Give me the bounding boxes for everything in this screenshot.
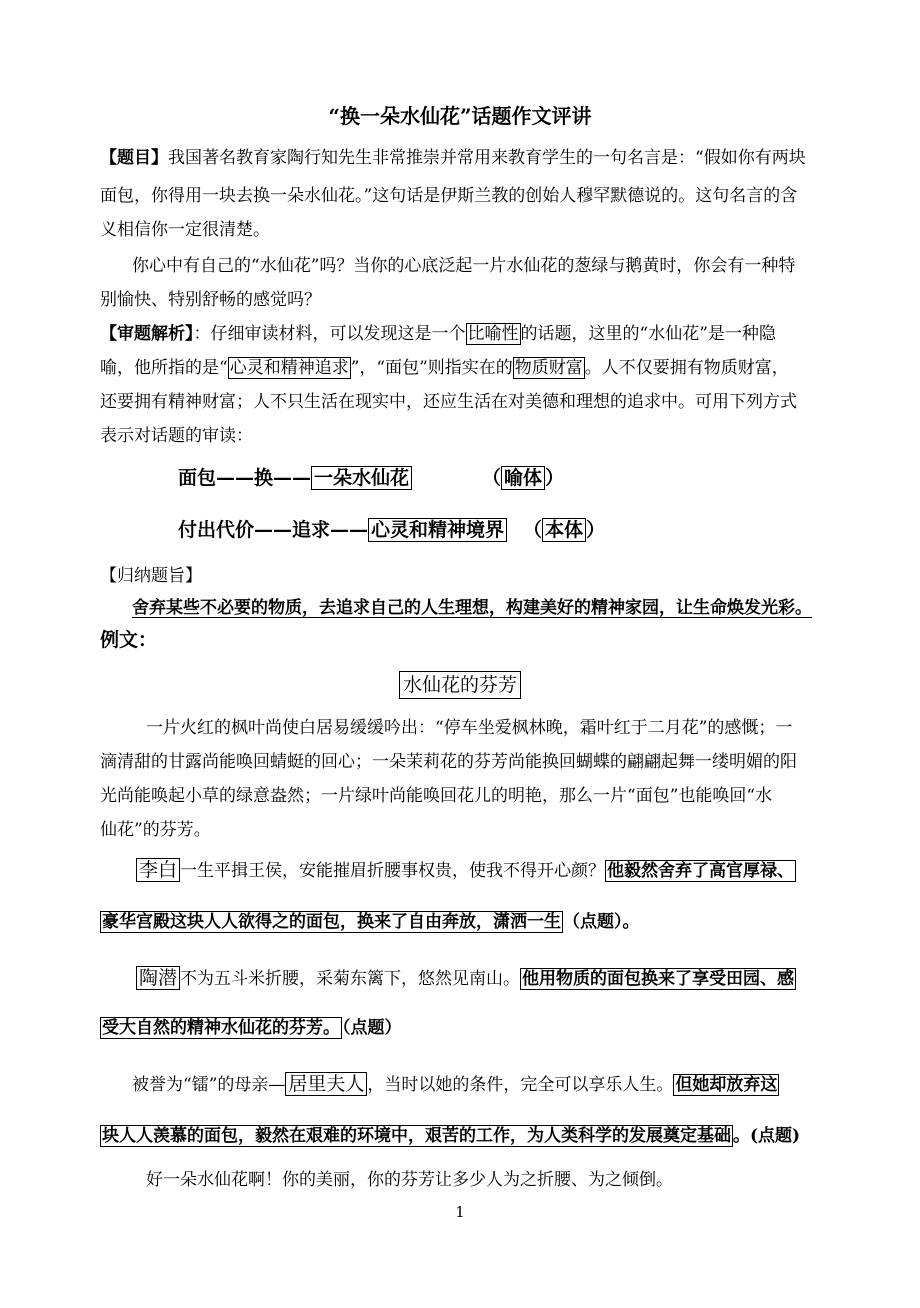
question-line-2: 面包，你得用一块去换一朵水仙花。”这句话是伊斯兰教的创始人穆罕默德说的。这句名言的含 [100, 186, 798, 206]
formula-box: 一朵水仙花 [311, 466, 412, 490]
formula-box: 心灵和精神境界 [368, 518, 507, 542]
key-sentence-box: 但她却放弃这 [675, 1075, 778, 1095]
analysis-text: ”，“面包”则指实在的 [350, 358, 513, 378]
formula-text: 付出代价——追求—— [178, 519, 369, 541]
para3-line-1 [136, 966, 876, 991]
formula-text: ） [586, 519, 606, 541]
analysis-line-1 [100, 322, 840, 346]
para1-line-3: 光尚能唤起小草的绿意盎然；一片绿叶尚能唤回花儿的明艳，那么一片“面包”也能唤回“水 [100, 786, 773, 806]
key-sentence-box: 他毅然舍弃了高官厚禄、 [607, 861, 795, 881]
key-sentence-box: 豪华宫殿这块人人欲得之的面包，换来了自由奔放，潇洒一生 [102, 912, 561, 932]
key-sentence-box: 他用物质的面包换来了享受田园、感 [522, 969, 795, 989]
para4-line-1 [132, 1072, 872, 1097]
para5: 好一朵水仙花啊！你的美丽，你的芬芳让多少人为之折腰、为之倾倒。 [146, 1170, 673, 1190]
formula-line-1 [178, 466, 918, 490]
formula-text: （ [523, 519, 543, 541]
analysis-line-4: 表示对话题的审读： [100, 426, 253, 446]
para-text: ，当时以她的条件，完全可以享乐人生。 [367, 1075, 674, 1095]
person-name-box: 陶潜 [136, 966, 180, 990]
page-number: 1 [455, 1203, 465, 1221]
analysis-tag: 【审题解析】 [100, 324, 194, 344]
highlight-box: 比喻性 [467, 324, 519, 344]
point-note: 。(点题) [733, 1126, 801, 1146]
example-title-wrap [0, 670, 920, 697]
question-line-1 [100, 146, 840, 170]
question-line-3: 义相信你一定很清楚。 [100, 220, 270, 240]
question-text-1: 我国著名教育家陶行知先生非常推崇并常用来教育学生的一句名言是：“假如你有两块 [168, 148, 806, 168]
formula-tag-box: 喻体 [501, 466, 545, 490]
person-name-box: 居里夫人 [285, 1072, 367, 1096]
example-title: 水仙花的芬芳 [399, 671, 521, 699]
para3-line-2 [100, 1016, 840, 1040]
analysis-text: ：仔细审读材料，可以发现这是一个 [193, 324, 466, 344]
page-title: “换一朵水仙花”话题作文评讲 [328, 104, 592, 128]
para-text: 一生平揖王侯，安能摧眉折腰事权贵，使我不得开心颜？ [180, 861, 606, 881]
analysis-line-3: 还要拥有精神财富；人不只生活在现实中，还应生活在对美德和理想的追求中。可用下列方式 [100, 392, 797, 412]
para2-line-1 [136, 858, 876, 883]
example-label: 例文： [100, 629, 158, 651]
para-text: 不为五斗米折腰，采菊东篱下，悠然见南山。 [180, 969, 521, 989]
para4-line-2 [100, 1124, 840, 1148]
analysis-line-2 [100, 356, 840, 380]
highlight-box: 心灵和精神追求 [229, 358, 349, 378]
formula-tag-box: 本体 [542, 518, 586, 542]
summary-tag: 【归纳题旨】 [100, 566, 202, 586]
para1-line-1: 一片火红的枫叶尚使白居易缓缓吟出：“停车坐爱枫林晚，霜叶红于二月花”的感慨；一 [146, 718, 793, 738]
para1-line-2: 滴清甜的甘露尚能唤回蜻蜓的回心；一朵茉莉花的芬芳尚能换回蝴蝶的翩翩起舞一缕明媚的阳 [100, 752, 797, 772]
point-note: （点题） [342, 1018, 402, 1038]
formula-text: （ [482, 467, 502, 489]
analysis-text: 。人不仅要拥有物质财富， [584, 358, 789, 378]
person-name-box: 李白 [136, 858, 180, 882]
analysis-text: 喻，他所指的是“ [100, 358, 228, 378]
question-line-5: 别愉快、特别舒畅的感觉吗？ [100, 290, 321, 310]
para1-line-4: 仙花”的芬芳。 [100, 820, 211, 840]
key-sentence-box: 块人人羡慕的面包，毅然在艰难的环境中，艰苦的工作，为人类科学的发展奠定基础 [102, 1126, 731, 1146]
para2-line-2 [100, 910, 840, 934]
question-tag: 【题目】 [100, 148, 168, 168]
formula-text: 面包——换—— [178, 467, 312, 489]
formula-line-2 [178, 518, 918, 542]
para-text: 被誉为“镭”的母亲— [132, 1075, 286, 1095]
analysis-text: 的话题，这里的“水仙花”是一种隐 [520, 324, 776, 344]
formula-text: ） [545, 467, 565, 489]
key-sentence-box: 受大自然的精神水仙花的芬芳。 [102, 1018, 340, 1038]
point-note: （点题）。 [563, 912, 640, 932]
summary-text: 舍弃某些不必要的物质，去追求自己的人生理想，构建美好的精神家园，让生命焕发光彩。 [132, 598, 812, 618]
question-line-4: 你心中有自己的“水仙花”吗？当你的心底泛起一片水仙花的葱绿与鹅黄时，你会有一种特 [132, 256, 796, 276]
highlight-box: 物质财富 [514, 358, 583, 378]
